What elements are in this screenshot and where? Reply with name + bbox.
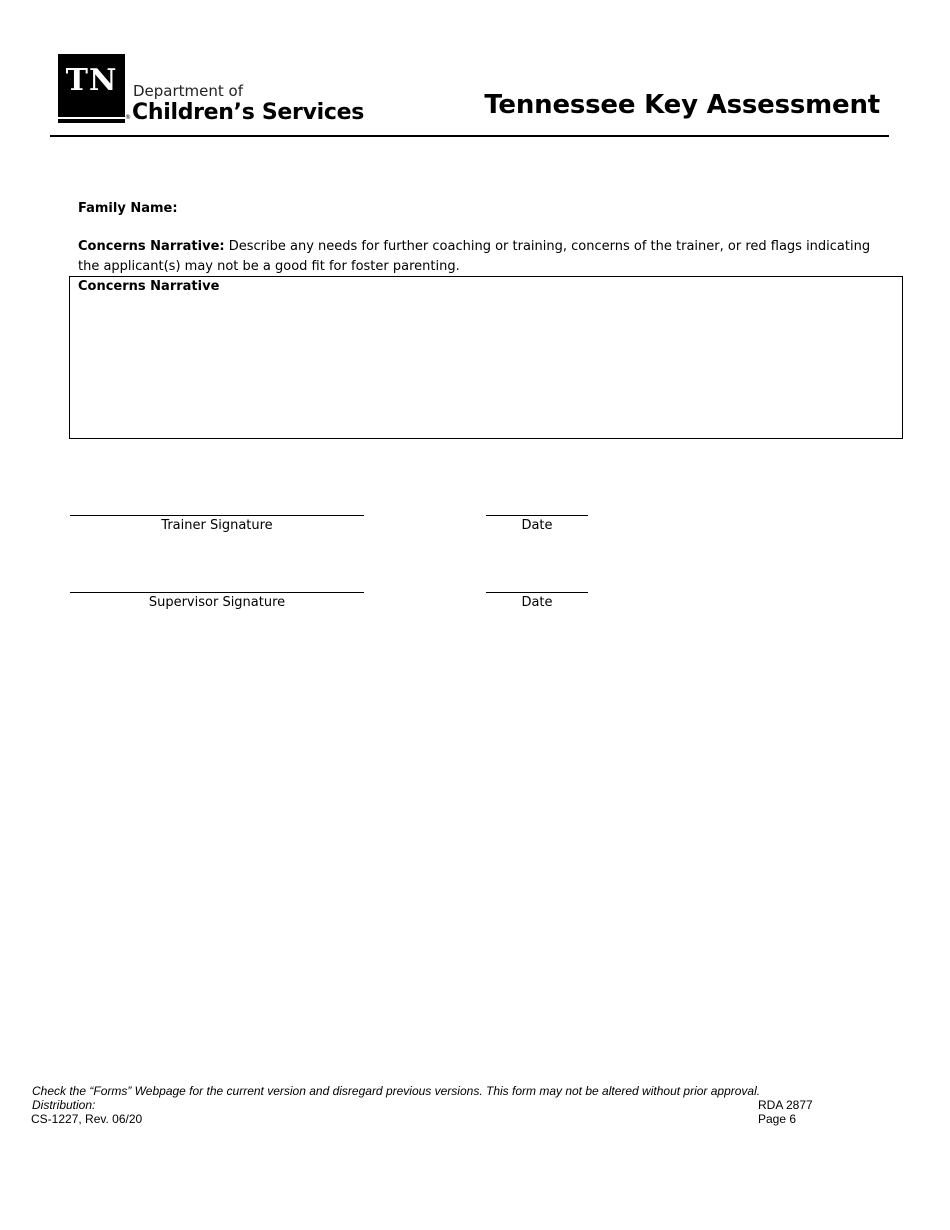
footer-form-number: CS-1227, Rev. 06/20 bbox=[31, 1112, 143, 1126]
trainer-date-line[interactable] bbox=[486, 515, 588, 516]
family-name-label: Family Name: bbox=[78, 201, 178, 216]
concerns-instructions bbox=[78, 237, 893, 276]
supervisor-signature-line[interactable] bbox=[70, 592, 364, 593]
logo-letters: TN bbox=[65, 63, 118, 98]
supervisor-date-line[interactable] bbox=[486, 592, 588, 593]
supervisor-signature-label: Supervisor Signature bbox=[148, 595, 286, 610]
supervisor-date-label: Date bbox=[521, 595, 553, 610]
footer-page-number: Page 6 bbox=[758, 1112, 797, 1126]
concerns-label: Concerns Narrative: bbox=[78, 239, 225, 254]
document-title: Tennessee Key Assessment bbox=[484, 90, 880, 120]
footer-distribution: Distribution: bbox=[32, 1098, 96, 1112]
logo-underline-bar bbox=[58, 119, 125, 123]
trainer-signature-label: Trainer Signature bbox=[161, 518, 273, 533]
registered-mark: ® bbox=[125, 114, 131, 121]
footer-notice: Check the “Forms” Webpage for the current version and disregard previous versions. This form may not be altered without prior approval. bbox=[32, 1084, 761, 1098]
concerns-narrative-box[interactable] bbox=[69, 276, 903, 439]
trainer-signature-line[interactable] bbox=[70, 515, 364, 516]
agency-name: Children’s Services bbox=[132, 100, 365, 125]
concerns-narrative-field[interactable] bbox=[74, 299, 900, 437]
footer-rda: RDA 2877 bbox=[758, 1098, 813, 1112]
header-divider bbox=[50, 135, 889, 137]
department-line: Department of bbox=[133, 82, 243, 100]
trainer-date-label: Date bbox=[521, 518, 553, 533]
narrative-box-label: Concerns Narrative bbox=[78, 279, 220, 294]
concerns-description: Describe any needs for further coaching or training, concerns of the trainer, or red flags indicating the applicant(s) may not be a good fit for foster parenting. bbox=[78, 239, 871, 274]
tn-logo bbox=[58, 54, 125, 117]
